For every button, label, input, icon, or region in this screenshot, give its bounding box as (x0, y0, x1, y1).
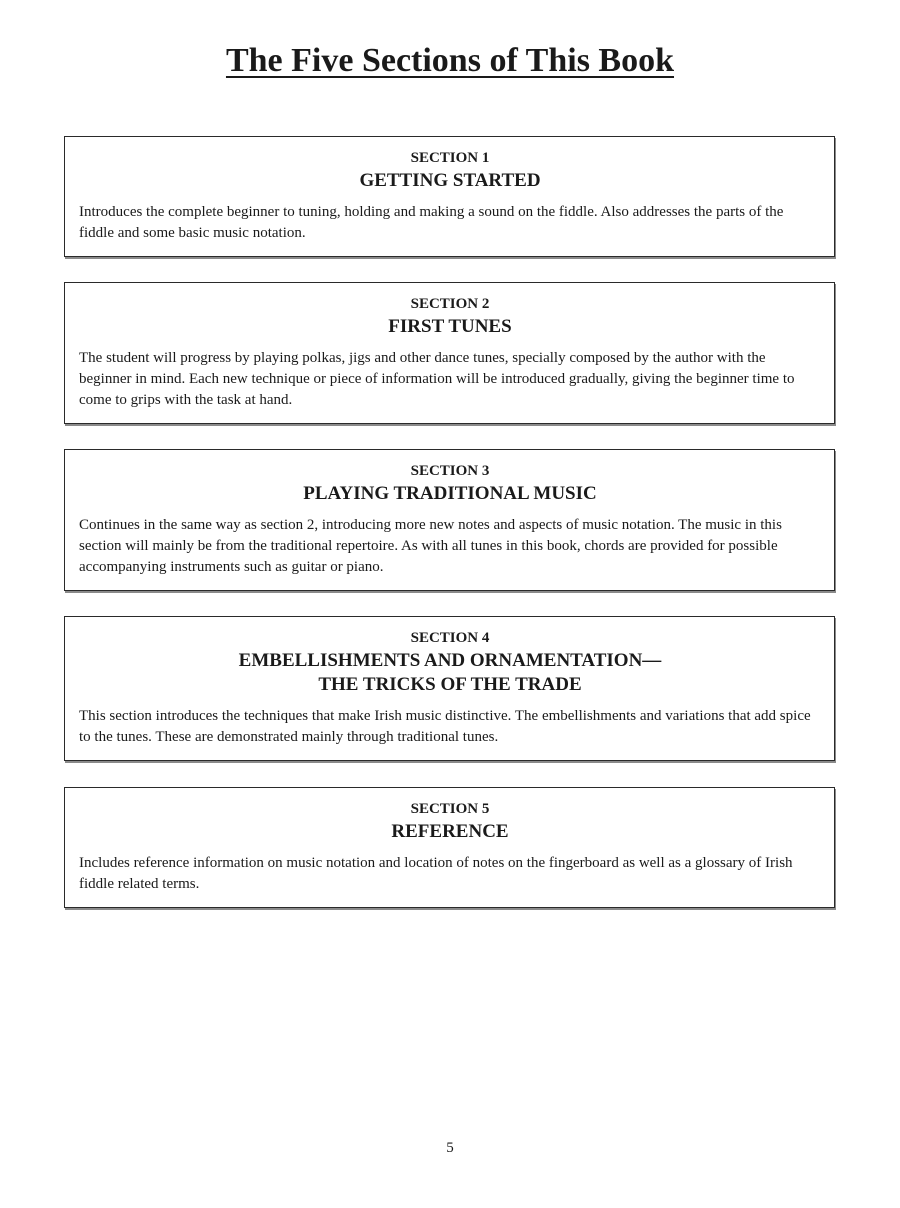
section-3-box (64, 449, 835, 591)
section-3-title: PLAYING TRADITIONAL MUSIC (303, 483, 597, 504)
section-1-number: SECTION 1 (410, 150, 490, 166)
section-4-box (64, 616, 835, 761)
page-title-text: The Five Sections of This Book (225, 42, 675, 79)
section-1-box (64, 136, 835, 257)
section-4-number: SECTION 4 (410, 630, 490, 646)
section-3-number: SECTION 3 (410, 463, 490, 479)
section-4-title-line-1: EMBELLISHMENTS AND ORNAMENTATION— (238, 650, 662, 671)
page-number: 5 (446, 1140, 454, 1156)
section-5-number: SECTION 5 (410, 801, 490, 817)
section-2-description: The student will progress by playing polkas, jigs and other dance tunes, specially composed by the author with the beginner in mind. Each new technique or piece of information will be introduced gradually, giving the beginner time to come to grips with the task at hand. (79, 350, 795, 408)
section-4-title-line-2: THE TRICKS OF THE TRADE (318, 674, 582, 695)
section-1-description: Introduces the complete beginner to tuning, holding and making a sound on the fiddle. Also addresses the parts of the fiddle and some basic music notation. (79, 204, 784, 241)
section-5-box (64, 787, 835, 908)
page-title (0, 42, 900, 80)
section-1-title: GETTING STARTED (359, 170, 541, 191)
section-5-description: Includes reference information on music notation and location of notes on the fingerboard as well as a glossary of Irish fiddle related terms. (79, 855, 793, 892)
section-5-title: REFERENCE (391, 821, 509, 842)
section-2-box (64, 282, 835, 424)
section-4-description: This section introduces the techniques that make Irish music distinctive. The embellishments and variations that add spice to the tunes. These are demonstrated mainly through traditional tunes. (79, 708, 811, 745)
section-2-title: FIRST TUNES (388, 316, 512, 337)
section-3-description: Continues in the same way as section 2, introducing more new notes and aspects of music notation. The music in this section will mainly be from the traditional repertoire. As with all tunes in this book, chords are provided for possible accompanying instruments such as guitar or piano. (79, 517, 782, 575)
section-2-number: SECTION 2 (410, 296, 490, 312)
